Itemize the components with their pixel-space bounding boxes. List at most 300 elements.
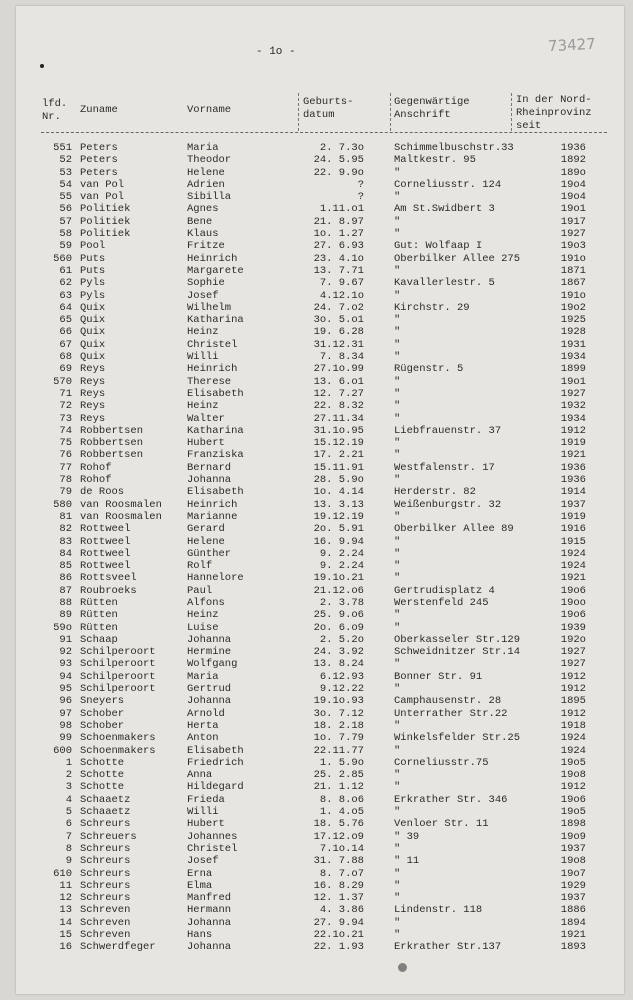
table-row	[0, 855, 633, 867]
row-surname: Peters	[80, 154, 118, 167]
row-number: 16	[59, 941, 72, 954]
table-row	[0, 597, 633, 609]
row-number: 69	[59, 363, 72, 376]
row-birthdate: 4. 3.86	[319, 904, 364, 917]
row-birthdate: 23. 4.1o	[313, 252, 364, 265]
row-birthdate: 15.12.19	[313, 437, 364, 450]
row-address: "	[394, 916, 401, 929]
row-birthdate: 31.12.31	[313, 338, 364, 351]
row-since: 1918	[560, 719, 586, 732]
row-since: 19o5	[560, 756, 586, 769]
row-since: 19o8	[560, 855, 586, 868]
row-since: 1919	[560, 437, 586, 450]
table-row	[0, 253, 633, 265]
row-since: 191o	[560, 252, 586, 265]
row-birthdate: 25. 9.o6	[313, 609, 364, 622]
row-since: 1931	[560, 338, 586, 351]
row-number: 53	[59, 166, 72, 179]
table-row	[0, 167, 633, 179]
row-address: "	[394, 387, 401, 400]
row-since: 1924	[560, 732, 586, 745]
row-firstname: Fritze	[187, 240, 225, 253]
row-since: 1924	[560, 560, 586, 573]
row-birthdate: 6.12.93	[319, 670, 364, 683]
row-number: 75	[59, 437, 72, 450]
row-firstname: Adrien	[187, 178, 225, 191]
row-since: 1912	[560, 707, 586, 720]
row-surname: Robbertsen	[80, 437, 144, 450]
table-row	[0, 892, 633, 904]
row-address: Camphausenstr. 28	[394, 695, 502, 708]
table-row	[0, 400, 633, 412]
table-row	[0, 376, 633, 388]
row-address: "	[394, 609, 401, 622]
row-number: 52	[59, 154, 72, 167]
row-address: "	[394, 842, 401, 855]
row-birthdate: 27. 6.93	[313, 240, 364, 253]
row-number: 76	[59, 449, 72, 462]
row-number: 67	[59, 338, 72, 351]
row-surname: Schreurs	[80, 867, 131, 880]
row-firstname: Elisabeth	[187, 387, 244, 400]
row-surname: Schreurs	[80, 842, 131, 855]
table-row	[0, 462, 633, 474]
row-firstname: Hubert	[187, 437, 225, 450]
row-address: Westfalenstr. 17	[394, 461, 495, 474]
row-birthdate: 31. 7.88	[313, 855, 364, 868]
row-firstname: Günther	[187, 547, 232, 560]
row-since: 1937	[560, 498, 586, 511]
row-surname: van Roosmalen	[80, 498, 162, 511]
page-number: - 1o -	[256, 46, 296, 58]
table-row	[0, 511, 633, 523]
archive-stamp: 73427	[547, 34, 597, 56]
row-surname: Pyls	[80, 277, 106, 290]
row-birthdate: 1o. 4.14	[313, 486, 364, 499]
row-number: 71	[59, 387, 72, 400]
row-firstname: Willi	[187, 806, 219, 819]
row-since: 1919	[560, 510, 586, 523]
row-number: 570	[53, 375, 72, 388]
row-birthdate: 18. 5.76	[313, 818, 364, 831]
row-firstname: Christel	[187, 338, 238, 351]
row-firstname: Alfons	[187, 596, 225, 609]
row-number: 15	[59, 929, 72, 941]
row-surname: Reys	[80, 375, 106, 388]
row-surname: Politiek	[80, 215, 131, 228]
row-firstname: Anna	[187, 769, 213, 782]
row-birthdate: 17.12.o9	[313, 830, 364, 843]
row-since: 1937	[560, 892, 586, 905]
row-firstname: Johanna	[187, 474, 232, 487]
row-address: "	[394, 683, 401, 696]
row-number: 81	[59, 510, 72, 523]
header-anschrift: Gegenwärtige Anschrift	[394, 96, 470, 121]
row-address: "	[394, 437, 401, 450]
row-birthdate: 2. 7.3o	[319, 142, 364, 154]
row-since: 1915	[560, 535, 586, 548]
row-address: "	[394, 929, 401, 941]
row-birthdate: 22. 8.32	[313, 400, 364, 413]
row-since: 19o2	[560, 301, 586, 314]
table-row	[0, 388, 633, 400]
row-address: "	[394, 375, 401, 388]
row-birthdate: 19. 6.28	[313, 326, 364, 339]
row-number: 77	[59, 461, 72, 474]
row-firstname: Josef	[187, 855, 219, 868]
row-address: "	[394, 806, 401, 819]
row-firstname: Sophie	[187, 277, 225, 290]
table-row	[0, 708, 633, 720]
punch-mark	[40, 64, 44, 68]
row-surname: van Roosmalen	[80, 510, 162, 523]
row-number: 59o	[53, 621, 72, 634]
table-row	[0, 425, 633, 437]
row-number: 3	[65, 781, 72, 794]
row-surname: Schreven	[80, 929, 131, 941]
header-geburtsdatum: Geburts- datum	[303, 96, 354, 121]
row-birthdate: 13. 8.24	[313, 658, 364, 671]
row-since: 19o4	[560, 178, 586, 191]
row-surname: Rottweel	[80, 547, 131, 560]
row-number: 96	[59, 695, 72, 708]
row-firstname: Heinrich	[187, 363, 238, 376]
row-surname: Schober	[80, 707, 125, 720]
table-row	[0, 634, 633, 646]
row-since: 1898	[560, 818, 586, 831]
row-birthdate: 1. 4.o5	[319, 806, 364, 819]
row-number: 4	[65, 793, 72, 806]
row-address: "	[394, 560, 401, 573]
row-birthdate: 9.12.22	[319, 683, 364, 696]
row-number: 73	[59, 412, 72, 425]
row-surname: Peters	[80, 166, 118, 179]
row-since: 19o1	[560, 203, 586, 216]
row-firstname: Therese	[187, 375, 232, 388]
row-surname: Rütten	[80, 596, 118, 609]
row-birthdate: 31.1o.95	[313, 424, 364, 437]
row-surname: Schoenmakers	[80, 732, 156, 745]
header-divider	[298, 93, 299, 131]
row-since: 1914	[560, 486, 586, 499]
row-surname: Schotte	[80, 781, 125, 794]
row-number: 97	[59, 707, 72, 720]
row-address: Weißenburgstr. 32	[394, 498, 502, 511]
row-firstname: Johanna	[187, 941, 232, 954]
row-surname: Schaap	[80, 633, 118, 646]
row-since: 19o7	[560, 867, 586, 880]
row-number: 61	[59, 264, 72, 277]
row-firstname: Frieda	[187, 793, 225, 806]
table-row	[0, 831, 633, 843]
row-surname: Puts	[80, 252, 106, 265]
row-surname: Rottweel	[80, 560, 131, 573]
row-birthdate: 24. 5.95	[313, 154, 364, 167]
row-surname: Politiek	[80, 228, 131, 241]
table-row	[0, 720, 633, 732]
row-surname: Schober	[80, 719, 125, 732]
row-firstname: Wilhelm	[187, 301, 232, 314]
row-number: 65	[59, 314, 72, 327]
row-firstname: Heinz	[187, 400, 219, 413]
row-since: 19o9	[560, 830, 586, 843]
row-birthdate: ?	[357, 191, 364, 204]
row-birthdate: 21. 1.12	[313, 781, 364, 794]
row-since: 19o1	[560, 375, 586, 388]
table-row	[0, 154, 633, 166]
row-number: 86	[59, 572, 72, 585]
row-birthdate: 13. 3.13	[313, 498, 364, 511]
row-birthdate: 12. 7.27	[313, 387, 364, 400]
row-surname: van Pol	[80, 178, 125, 191]
row-firstname: Bene	[187, 215, 213, 228]
row-number: 6	[65, 818, 72, 831]
row-surname: Reys	[80, 387, 106, 400]
row-address: "	[394, 326, 401, 339]
table-row	[0, 523, 633, 535]
row-firstname: Agnes	[187, 203, 219, 216]
row-surname: Schreurs	[80, 879, 131, 892]
row-surname: Pyls	[80, 289, 106, 302]
row-surname: Reys	[80, 400, 106, 413]
header-vorname: Vorname	[187, 104, 232, 116]
row-since: 19o3	[560, 240, 586, 253]
table-row	[0, 843, 633, 855]
row-number: 98	[59, 719, 72, 732]
row-address: Erkrather Str.137	[394, 941, 502, 954]
row-birthdate: 13. 6.o1	[313, 375, 364, 388]
row-since: 1934	[560, 412, 586, 425]
row-since: 19o6	[560, 584, 586, 597]
row-address: Oberbilker Allee 89	[394, 523, 514, 536]
header-nr: lfd. Nr.	[42, 98, 68, 123]
row-firstname: Sibilla	[187, 191, 232, 204]
row-firstname: Christel	[187, 842, 238, 855]
row-firstname: Elisabeth	[187, 744, 244, 757]
row-birthdate: 3o. 5.o1	[313, 314, 364, 327]
row-number: 11	[59, 879, 72, 892]
row-firstname: Friedrich	[187, 756, 244, 769]
table-row	[0, 277, 633, 289]
row-number: 93	[59, 658, 72, 671]
row-firstname: Marianne	[187, 510, 238, 523]
table-row	[0, 806, 633, 818]
row-firstname: Willi	[187, 351, 219, 364]
row-firstname: Theodor	[187, 154, 232, 167]
row-number: 610	[53, 867, 72, 880]
row-firstname: Rolf	[187, 560, 213, 573]
row-firstname: Bernard	[187, 461, 232, 474]
row-since: 19o8	[560, 769, 586, 782]
row-number: 83	[59, 535, 72, 548]
row-firstname: Johanna	[187, 695, 232, 708]
row-number: 1	[65, 756, 72, 769]
row-birthdate: 19.1o.21	[313, 572, 364, 585]
row-since: 1899	[560, 363, 586, 376]
row-since: 189o	[560, 166, 586, 179]
row-number: 58	[59, 228, 72, 241]
row-surname: Schilperoort	[80, 658, 156, 671]
row-birthdate: 16. 8.29	[313, 879, 364, 892]
table-row	[0, 769, 633, 781]
row-address: Erkrather Str. 346	[394, 793, 508, 806]
row-surname: Schilperoort	[80, 683, 156, 696]
table-row	[0, 351, 633, 363]
row-birthdate: 2o. 5.91	[313, 523, 364, 536]
row-address: "	[394, 412, 401, 425]
table-row	[0, 658, 633, 670]
row-birthdate: 3o. 7.12	[313, 707, 364, 720]
ink-stain	[398, 963, 407, 972]
table-row	[0, 142, 633, 154]
row-birthdate: 2. 5.2o	[319, 633, 364, 646]
row-address: Corneliusstr.75	[394, 756, 489, 769]
row-address: "	[394, 658, 401, 671]
row-surname: Peters	[80, 142, 118, 154]
row-since: 1921	[560, 929, 586, 941]
row-number: 12	[59, 892, 72, 905]
row-firstname: Heinz	[187, 326, 219, 339]
row-birthdate: 13. 7.71	[313, 264, 364, 277]
row-address: "	[394, 547, 401, 560]
row-firstname: Heinrich	[187, 498, 238, 511]
row-address: Venloer Str. 11	[394, 818, 489, 831]
table-row	[0, 228, 633, 240]
table-row	[0, 880, 633, 892]
row-birthdate: 8. 7.o7	[319, 867, 364, 880]
row-address: "	[394, 781, 401, 794]
row-number: 82	[59, 523, 72, 536]
row-firstname: Paul	[187, 584, 213, 597]
row-birthdate: 1. 5.9o	[319, 756, 364, 769]
row-surname: Rottweel	[80, 535, 131, 548]
table-row	[0, 917, 633, 929]
row-birthdate: 15.11.91	[313, 461, 364, 474]
row-surname: Schaaetz	[80, 793, 131, 806]
table-row	[0, 818, 633, 830]
row-firstname: Johanna	[187, 916, 232, 929]
row-address: Am St.Swidbert 3	[394, 203, 495, 216]
row-address: Herderstr. 82	[394, 486, 476, 499]
row-number: 64	[59, 301, 72, 314]
row-number: 8	[65, 842, 72, 855]
table-row	[0, 474, 633, 486]
row-number: 560	[53, 252, 72, 265]
row-birthdate: 24. 7.o2	[313, 301, 364, 314]
row-address: Oberkasseler Str.129	[394, 633, 521, 646]
row-address: "	[394, 621, 401, 634]
row-address: Gertrudisplatz 4	[394, 584, 495, 597]
row-number: 5	[65, 806, 72, 819]
row-birthdate: 2. 3.78	[319, 596, 364, 609]
row-address: Rügenstr. 5	[394, 363, 464, 376]
table-row	[0, 585, 633, 597]
table-row	[0, 179, 633, 191]
row-firstname: Maria	[187, 142, 219, 154]
row-surname: Quix	[80, 301, 106, 314]
row-number: 600	[53, 744, 72, 757]
row-firstname: Herta	[187, 719, 219, 732]
row-address: "	[394, 474, 401, 487]
row-birthdate: 27.1o.99	[313, 363, 364, 376]
row-surname: Schaaetz	[80, 806, 131, 819]
row-number: 56	[59, 203, 72, 216]
row-surname: Schreuers	[80, 830, 137, 843]
header-seit: In der Nord- Rheinprovinz seit	[516, 94, 592, 132]
row-address: "	[394, 289, 401, 302]
table-row	[0, 732, 633, 744]
row-since: 1924	[560, 744, 586, 757]
row-number: 78	[59, 474, 72, 487]
row-address: " 39	[394, 830, 420, 843]
row-address: "	[394, 314, 401, 327]
row-since: 1921	[560, 572, 586, 585]
table-row	[0, 437, 633, 449]
row-birthdate: 16. 9.94	[313, 535, 364, 548]
table-row	[0, 868, 633, 880]
row-surname: Rohof	[80, 474, 112, 487]
row-since: 1936	[560, 461, 586, 474]
row-birthdate: 2o. 6.o9	[313, 621, 364, 634]
header-divider	[511, 93, 512, 131]
row-number: 66	[59, 326, 72, 339]
row-surname: Rottsveel	[80, 572, 137, 585]
row-firstname: Maria	[187, 670, 219, 683]
row-number: 89	[59, 609, 72, 622]
row-birthdate: 7.1o.14	[319, 842, 364, 855]
row-address: "	[394, 892, 401, 905]
row-birthdate: 4.12.1o	[319, 289, 364, 302]
row-since: 192o	[560, 633, 586, 646]
row-surname: Rütten	[80, 621, 118, 634]
row-surname: de Roos	[80, 486, 125, 499]
row-number: 99	[59, 732, 72, 745]
table-row	[0, 548, 633, 560]
row-birthdate: 8. 8.o6	[319, 793, 364, 806]
row-birthdate: 22.1o.21	[313, 929, 364, 941]
row-address: "	[394, 264, 401, 277]
row-since: 1927	[560, 228, 586, 241]
row-since: 19o4	[560, 191, 586, 204]
row-birthdate: 24. 3.92	[313, 646, 364, 659]
row-firstname: Heinrich	[187, 252, 238, 265]
row-birthdate: 22. 1.93	[313, 941, 364, 954]
row-firstname: Johannes	[187, 830, 238, 843]
row-surname: Sneyers	[80, 695, 125, 708]
row-since: 1871	[560, 264, 586, 277]
table-row	[0, 781, 633, 793]
row-since: 1932	[560, 400, 586, 413]
table-row	[0, 413, 633, 425]
table-row	[0, 941, 633, 953]
row-surname: Schreven	[80, 904, 131, 917]
row-surname: Politiek	[80, 203, 131, 216]
table-row	[0, 486, 633, 498]
row-birthdate: 7. 8.34	[319, 351, 364, 364]
row-since: 1925	[560, 314, 586, 327]
table-row	[0, 290, 633, 302]
row-surname: Puts	[80, 264, 106, 277]
row-surname: Quix	[80, 351, 106, 364]
row-surname: Schilperoort	[80, 646, 156, 659]
row-birthdate: 22.11.77	[313, 744, 364, 757]
table-row	[0, 745, 633, 757]
row-address: "	[394, 215, 401, 228]
row-since: 1936	[560, 474, 586, 487]
row-since: 1936	[560, 142, 586, 154]
row-address: Oberbilker Allee 275	[394, 252, 521, 265]
table-row	[0, 646, 633, 658]
